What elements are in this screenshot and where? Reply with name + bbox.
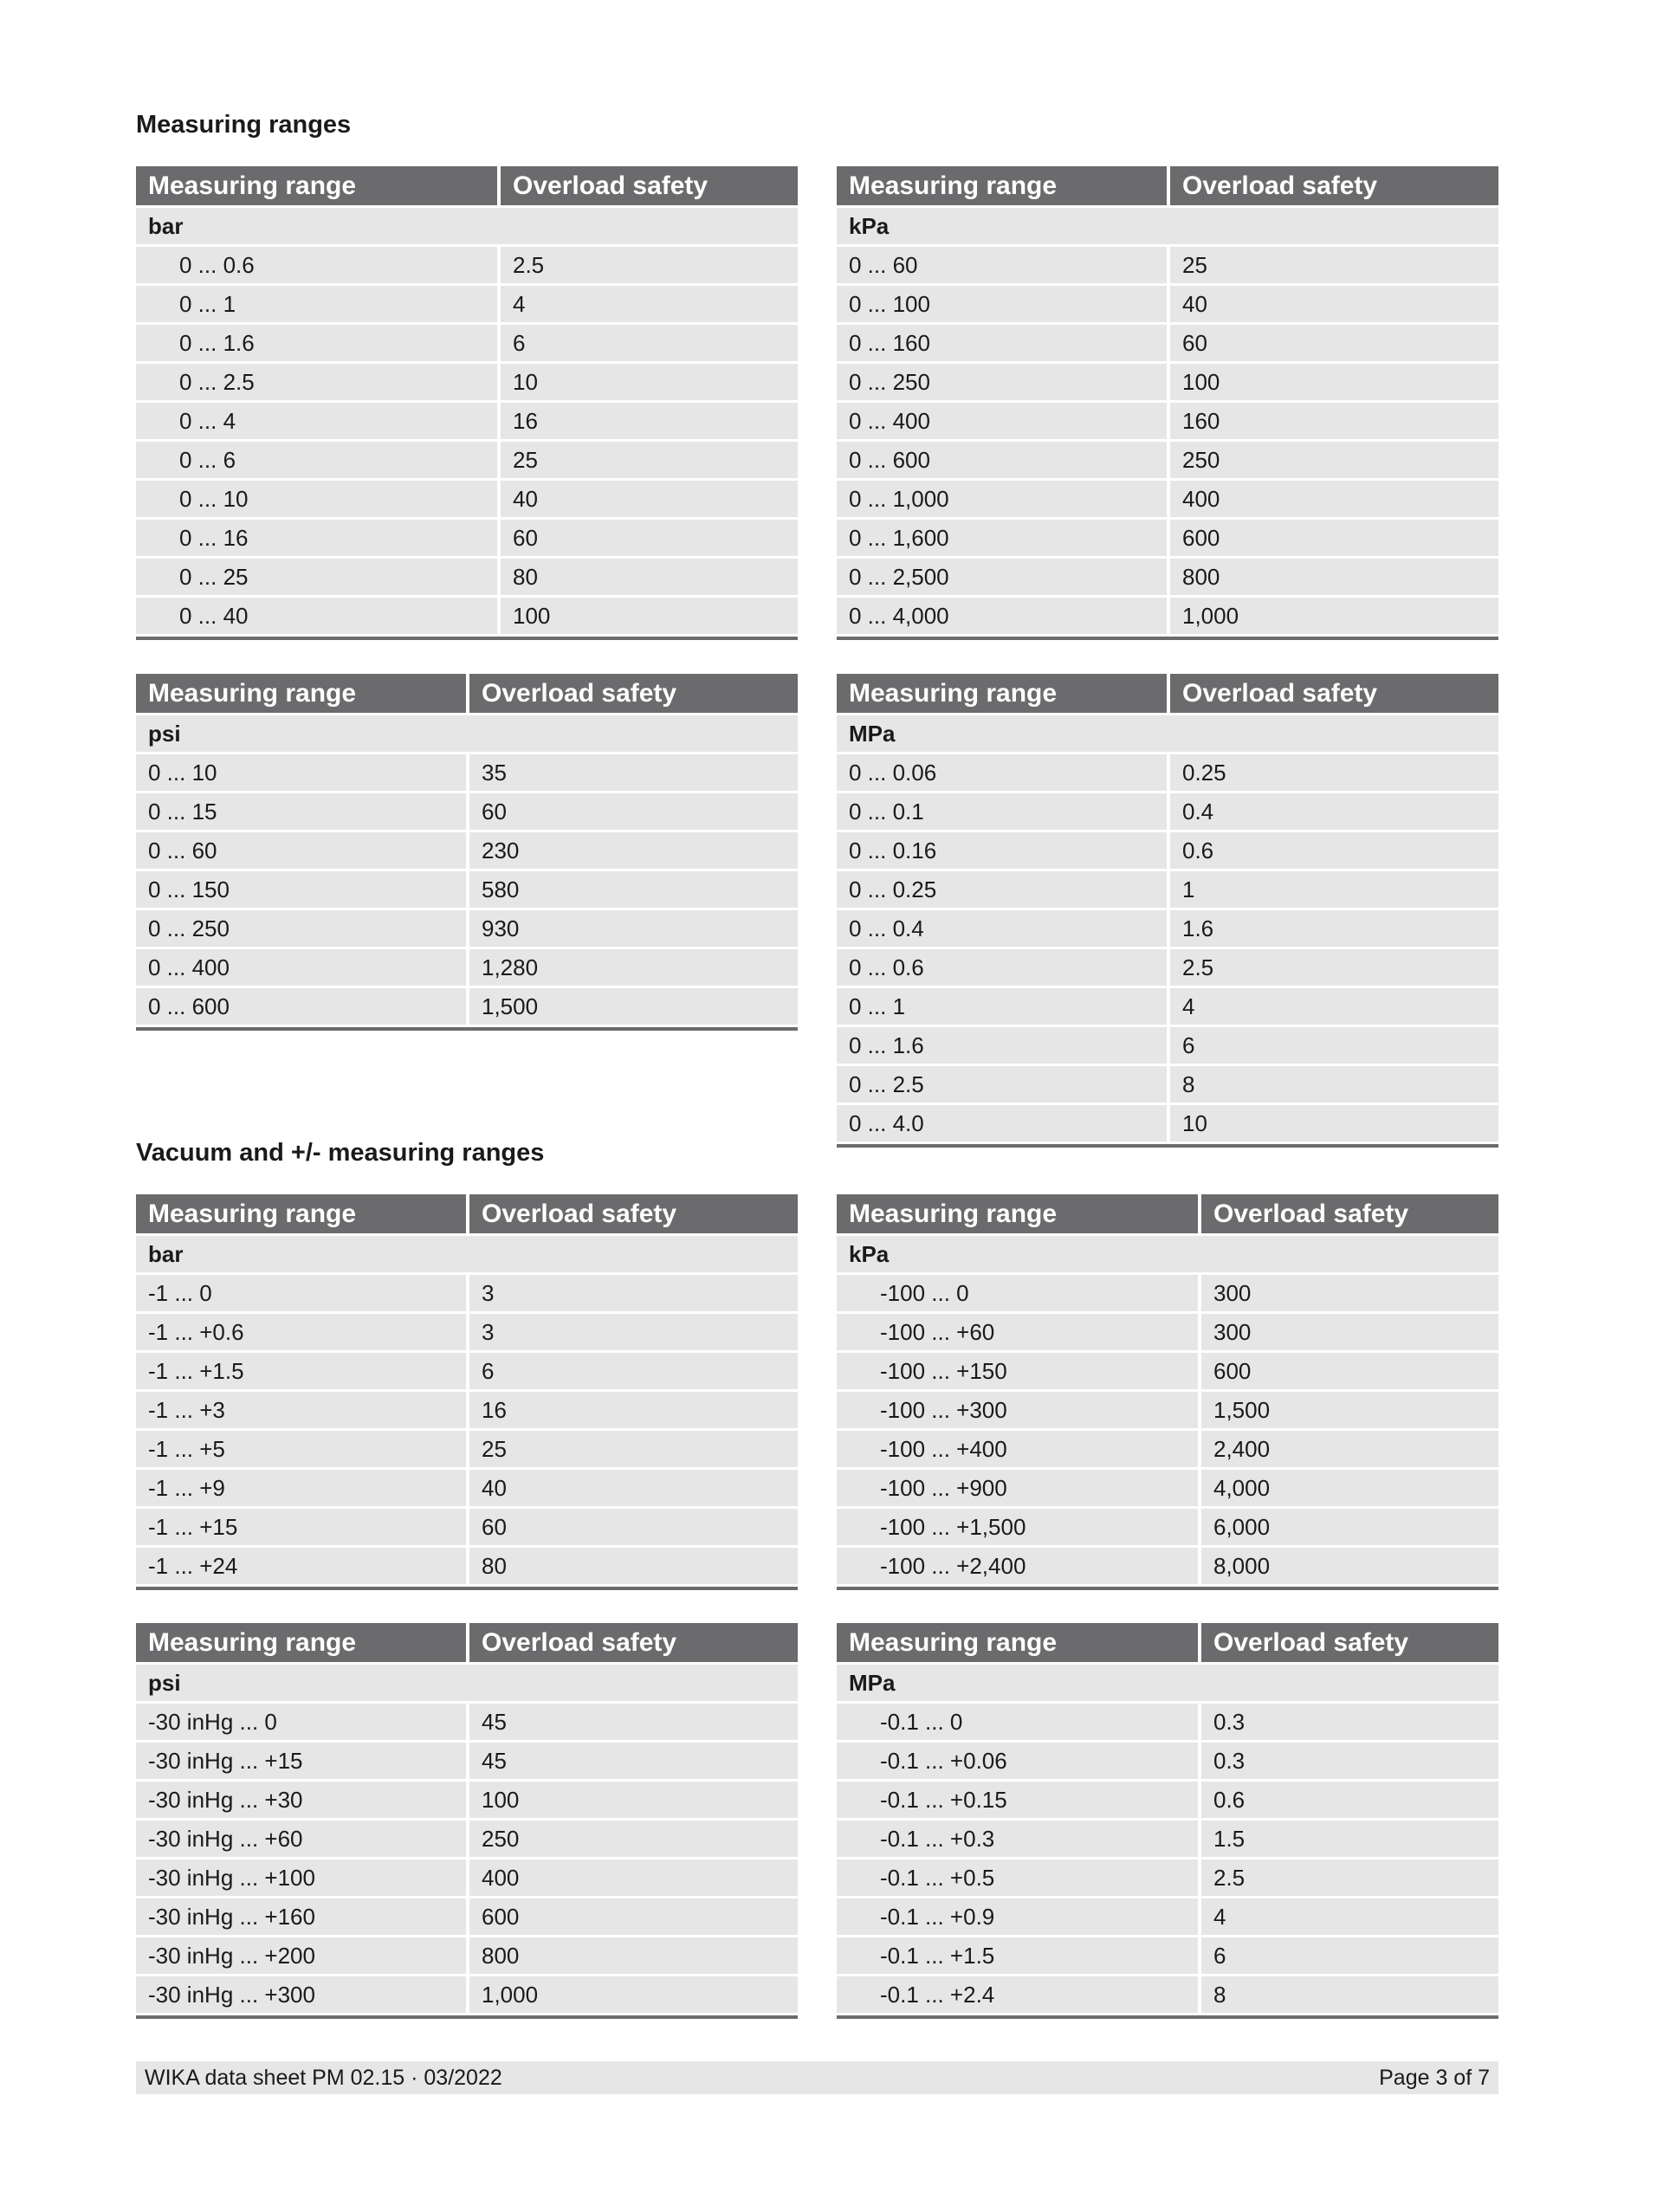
overload-safety-cell: 2,400 bbox=[1201, 1431, 1498, 1467]
overload-safety-cell: 800 bbox=[1170, 559, 1498, 595]
column-header-overload-safety: Overload safety bbox=[1201, 1623, 1498, 1662]
column-header-overload-safety: Overload safety bbox=[1201, 1194, 1498, 1233]
overload-safety-cell: 6 bbox=[1170, 1027, 1498, 1064]
measuring-range-cell: 0 ... 4,000 bbox=[837, 598, 1170, 634]
table-row bbox=[837, 988, 1498, 1025]
table-row bbox=[837, 949, 1498, 986]
table-row bbox=[837, 364, 1498, 400]
measuring-range-cell: 0 ... 0.06 bbox=[837, 754, 1170, 791]
overload-safety-cell: 0.6 bbox=[1201, 1782, 1498, 1818]
overload-safety-cell: 6,000 bbox=[1201, 1509, 1498, 1545]
table-row bbox=[837, 1937, 1498, 1974]
measuring-range-cell: -30 inHg ... +60 bbox=[136, 1821, 469, 1857]
column-header-overload-safety: Overload safety bbox=[1170, 166, 1498, 205]
table-row bbox=[837, 832, 1498, 869]
column-header-measuring-range: Measuring range bbox=[136, 1194, 469, 1233]
table-header-row bbox=[136, 166, 798, 205]
table-row bbox=[136, 1937, 798, 1974]
table-row bbox=[136, 1314, 798, 1350]
table-header-row bbox=[136, 674, 798, 713]
column-header-measuring-range: Measuring range bbox=[136, 674, 469, 713]
table-row bbox=[136, 559, 798, 595]
measuring-range-cell: -0.1 ... 0 bbox=[837, 1704, 1201, 1740]
overload-safety-cell: 1,280 bbox=[469, 949, 798, 986]
measuring-range-cell: 0 ... 25 bbox=[136, 559, 501, 595]
overload-safety-cell: 60 bbox=[501, 520, 798, 556]
measuring-range-cell: -100 ... +1,500 bbox=[837, 1509, 1201, 1545]
measuring-range-cell: 0 ... 400 bbox=[837, 403, 1170, 439]
table-header-row bbox=[837, 674, 1498, 713]
unit-row bbox=[136, 208, 798, 244]
overload-safety-cell: 6 bbox=[501, 325, 798, 361]
table-mpa-ranges bbox=[837, 671, 1498, 1148]
table-row bbox=[837, 1509, 1498, 1545]
column-header-overload-safety: Overload safety bbox=[1170, 674, 1498, 713]
measuring-range-cell: -1 ... +3 bbox=[136, 1392, 469, 1428]
overload-safety-cell: 45 bbox=[469, 1743, 798, 1779]
measuring-range-cell: 0 ... 0.4 bbox=[837, 910, 1170, 947]
measuring-range-cell: 0 ... 0.6 bbox=[837, 949, 1170, 986]
measuring-range-cell: -30 inHg ... +100 bbox=[136, 1860, 469, 1896]
table-row bbox=[837, 1275, 1498, 1311]
measuring-range-cell: 0 ... 2.5 bbox=[136, 364, 501, 400]
overload-safety-cell: 16 bbox=[501, 403, 798, 439]
overload-safety-cell: 800 bbox=[469, 1937, 798, 1974]
overload-safety-cell: 160 bbox=[1170, 403, 1498, 439]
measuring-range-cell: 0 ... 1,600 bbox=[837, 520, 1170, 556]
column-header-overload-safety: Overload safety bbox=[469, 674, 798, 713]
table-row bbox=[837, 1066, 1498, 1103]
table-row bbox=[837, 1976, 1498, 2013]
unit-label: bar bbox=[136, 1236, 798, 1272]
table-row bbox=[837, 247, 1498, 283]
measuring-range-cell: 0 ... 600 bbox=[837, 442, 1170, 478]
unit-label: psi bbox=[136, 1665, 798, 1701]
overload-safety-cell: 1 bbox=[1170, 871, 1498, 908]
overload-safety-cell: 300 bbox=[1201, 1275, 1498, 1311]
overload-safety-cell: 100 bbox=[469, 1782, 798, 1818]
table-row bbox=[837, 1704, 1498, 1740]
table-row bbox=[837, 1314, 1498, 1350]
column-header-measuring-range: Measuring range bbox=[837, 166, 1170, 205]
unit-row bbox=[136, 1665, 798, 1701]
table-row bbox=[837, 1548, 1498, 1584]
overload-safety-cell: 0.3 bbox=[1201, 1704, 1498, 1740]
measuring-range-cell: -0.1 ... +0.5 bbox=[837, 1860, 1201, 1896]
table-row bbox=[136, 1898, 798, 1935]
table-row bbox=[136, 1392, 798, 1428]
table-row bbox=[837, 1470, 1498, 1506]
overload-safety-cell: 600 bbox=[1201, 1353, 1498, 1389]
overload-safety-cell: 8 bbox=[1201, 1976, 1498, 2013]
measuring-range-cell: -100 ... 0 bbox=[837, 1275, 1201, 1311]
unit-label: MPa bbox=[837, 715, 1498, 752]
measuring-range-cell: 0 ... 150 bbox=[136, 871, 469, 908]
measuring-range-cell: -30 inHg ... +300 bbox=[136, 1976, 469, 2013]
measuring-range-cell: -30 inHg ... +200 bbox=[136, 1937, 469, 1974]
unit-row bbox=[837, 208, 1498, 244]
unit-row bbox=[136, 1236, 798, 1272]
overload-safety-cell: 25 bbox=[1170, 247, 1498, 283]
section-title-vacuum-ranges: Vacuum and +/- measuring ranges bbox=[136, 1139, 545, 1167]
measuring-range-cell: -0.1 ... +0.06 bbox=[837, 1743, 1201, 1779]
overload-safety-cell: 100 bbox=[1170, 364, 1498, 400]
measuring-range-cell: 0 ... 4 bbox=[136, 403, 501, 439]
overload-safety-cell: 2.5 bbox=[1201, 1860, 1498, 1896]
measuring-range-cell: -1 ... +9 bbox=[136, 1470, 469, 1506]
table-row bbox=[136, 1704, 798, 1740]
overload-safety-cell: 930 bbox=[469, 910, 798, 947]
overload-safety-cell: 2.5 bbox=[501, 247, 798, 283]
table-row bbox=[837, 1782, 1498, 1818]
table-row bbox=[837, 1860, 1498, 1896]
column-header-overload-safety: Overload safety bbox=[469, 1623, 798, 1662]
table-row bbox=[136, 1509, 798, 1545]
measuring-range-cell: 0 ... 250 bbox=[837, 364, 1170, 400]
table-row bbox=[837, 403, 1498, 439]
table-psi-ranges bbox=[136, 671, 798, 1031]
measuring-range-cell: 0 ... 0.16 bbox=[837, 832, 1170, 869]
measuring-range-cell: 0 ... 60 bbox=[837, 247, 1170, 283]
measuring-range-cell: 0 ... 2.5 bbox=[837, 1066, 1170, 1103]
table-row bbox=[136, 364, 798, 400]
table-row bbox=[837, 871, 1498, 908]
overload-safety-cell: 0.3 bbox=[1201, 1743, 1498, 1779]
footer-page-number: Page 3 of 7 bbox=[1379, 2065, 1490, 2090]
measuring-range-cell: -100 ... +300 bbox=[837, 1392, 1201, 1428]
overload-safety-cell: 100 bbox=[501, 598, 798, 634]
table-row bbox=[837, 910, 1498, 947]
table-header-row bbox=[136, 1194, 798, 1233]
measuring-range-cell: -0.1 ... +0.9 bbox=[837, 1898, 1201, 1935]
measuring-range-cell: 0 ... 15 bbox=[136, 793, 469, 830]
table-row bbox=[136, 910, 798, 947]
unit-label: bar bbox=[136, 208, 798, 244]
table-vacuum-mpa-ranges bbox=[837, 1620, 1498, 2019]
overload-safety-cell: 45 bbox=[469, 1704, 798, 1740]
table-row bbox=[837, 1743, 1498, 1779]
table-row bbox=[837, 1392, 1498, 1428]
overload-safety-cell: 10 bbox=[501, 364, 798, 400]
overload-safety-cell: 4 bbox=[1201, 1898, 1498, 1935]
section-title-measuring-ranges: Measuring ranges bbox=[136, 111, 352, 139]
overload-safety-cell: 10 bbox=[1170, 1105, 1498, 1142]
table-row bbox=[837, 1821, 1498, 1857]
measuring-range-cell: 0 ... 10 bbox=[136, 754, 469, 791]
measuring-range-cell: 0 ... 40 bbox=[136, 598, 501, 634]
overload-safety-cell: 8,000 bbox=[1201, 1548, 1498, 1584]
table-row bbox=[837, 1898, 1498, 1935]
table-bar-ranges bbox=[136, 164, 798, 640]
overload-safety-cell: 6 bbox=[1201, 1937, 1498, 1974]
overload-safety-cell: 40 bbox=[469, 1470, 798, 1506]
unit-label: MPa bbox=[837, 1665, 1498, 1701]
table-row bbox=[136, 754, 798, 791]
column-header-measuring-range: Measuring range bbox=[136, 166, 501, 205]
measuring-range-cell: -0.1 ... +0.15 bbox=[837, 1782, 1201, 1818]
overload-safety-cell: 250 bbox=[1170, 442, 1498, 478]
measuring-range-cell: 0 ... 100 bbox=[837, 286, 1170, 322]
table-row bbox=[136, 1275, 798, 1311]
table-row bbox=[837, 1353, 1498, 1389]
overload-safety-cell: 600 bbox=[1170, 520, 1498, 556]
table-header-row bbox=[837, 166, 1498, 205]
measuring-range-cell: -30 inHg ... +15 bbox=[136, 1743, 469, 1779]
measuring-range-cell: -100 ... +60 bbox=[837, 1314, 1201, 1350]
table-row bbox=[136, 598, 798, 634]
measuring-range-cell: -1 ... +0.6 bbox=[136, 1314, 469, 1350]
measuring-range-cell: -1 ... 0 bbox=[136, 1275, 469, 1311]
overload-safety-cell: 6 bbox=[469, 1353, 798, 1389]
overload-safety-cell: 2.5 bbox=[1170, 949, 1498, 986]
overload-safety-cell: 4 bbox=[501, 286, 798, 322]
table-row bbox=[136, 988, 798, 1025]
overload-safety-cell: 0.4 bbox=[1170, 793, 1498, 830]
table-row bbox=[136, 325, 798, 361]
table-row bbox=[136, 1821, 798, 1857]
unit-label: psi bbox=[136, 715, 798, 752]
overload-safety-cell: 35 bbox=[469, 754, 798, 791]
measuring-range-cell: -100 ... +2,400 bbox=[837, 1548, 1201, 1584]
measuring-range-cell: 0 ... 10 bbox=[136, 481, 501, 517]
overload-safety-cell: 60 bbox=[1170, 325, 1498, 361]
table-row bbox=[136, 520, 798, 556]
measuring-range-cell: -1 ... +1.5 bbox=[136, 1353, 469, 1389]
measuring-range-cell: 0 ... 60 bbox=[136, 832, 469, 869]
overload-safety-cell: 600 bbox=[469, 1898, 798, 1935]
table-row bbox=[136, 1860, 798, 1896]
measuring-range-cell: -1 ... +15 bbox=[136, 1509, 469, 1545]
table-row bbox=[136, 286, 798, 322]
overload-safety-cell: 25 bbox=[501, 442, 798, 478]
measuring-range-cell: 0 ... 2,500 bbox=[837, 559, 1170, 595]
unit-row bbox=[837, 1665, 1498, 1701]
overload-safety-cell: 80 bbox=[469, 1548, 798, 1584]
table-header-row bbox=[136, 1623, 798, 1662]
table-row bbox=[136, 403, 798, 439]
measuring-range-cell: 0 ... 0.25 bbox=[837, 871, 1170, 908]
overload-safety-cell: 3 bbox=[469, 1275, 798, 1311]
unit-label: kPa bbox=[837, 208, 1498, 244]
table-row bbox=[136, 1431, 798, 1467]
measuring-range-cell: -30 inHg ... +30 bbox=[136, 1782, 469, 1818]
overload-safety-cell: 400 bbox=[469, 1860, 798, 1896]
overload-safety-cell: 1,000 bbox=[469, 1976, 798, 2013]
overload-safety-cell: 8 bbox=[1170, 1066, 1498, 1103]
table-row bbox=[136, 1976, 798, 2013]
table-kpa-ranges bbox=[837, 164, 1498, 640]
table-row bbox=[837, 442, 1498, 478]
overload-safety-cell: 80 bbox=[501, 559, 798, 595]
table-row bbox=[136, 1470, 798, 1506]
column-header-measuring-range: Measuring range bbox=[837, 674, 1170, 713]
overload-safety-cell: 3 bbox=[469, 1314, 798, 1350]
measuring-range-cell: 0 ... 6 bbox=[136, 442, 501, 478]
overload-safety-cell: 1.5 bbox=[1201, 1821, 1498, 1857]
table-row bbox=[136, 442, 798, 478]
table-row bbox=[837, 559, 1498, 595]
measuring-range-cell: -0.1 ... +0.3 bbox=[837, 1821, 1201, 1857]
measuring-range-cell: -1 ... +24 bbox=[136, 1548, 469, 1584]
table-row bbox=[837, 1431, 1498, 1467]
table-vacuum-kpa-ranges bbox=[837, 1192, 1498, 1590]
measuring-range-cell: 0 ... 1 bbox=[837, 988, 1170, 1025]
table-row bbox=[837, 286, 1498, 322]
page-footer bbox=[136, 2061, 1498, 2094]
measuring-range-cell: -100 ... +900 bbox=[837, 1470, 1201, 1506]
table-row bbox=[136, 1782, 798, 1818]
table-row bbox=[837, 598, 1498, 634]
table-row bbox=[136, 1743, 798, 1779]
overload-safety-cell: 1.6 bbox=[1170, 910, 1498, 947]
measuring-range-cell: 0 ... 4.0 bbox=[837, 1105, 1170, 1142]
column-header-overload-safety: Overload safety bbox=[469, 1194, 798, 1233]
overload-safety-cell: 1,500 bbox=[469, 988, 798, 1025]
overload-safety-cell: 25 bbox=[469, 1431, 798, 1467]
overload-safety-cell: 1,000 bbox=[1170, 598, 1498, 634]
overload-safety-cell: 0.6 bbox=[1170, 832, 1498, 869]
overload-safety-cell: 4,000 bbox=[1201, 1470, 1498, 1506]
measuring-range-cell: 0 ... 0.6 bbox=[136, 247, 501, 283]
measuring-range-cell: -1 ... +5 bbox=[136, 1431, 469, 1467]
table-row bbox=[837, 793, 1498, 830]
table-row bbox=[136, 832, 798, 869]
column-header-overload-safety: Overload safety bbox=[501, 166, 798, 205]
table-row bbox=[837, 1105, 1498, 1142]
measuring-range-cell: 0 ... 1.6 bbox=[837, 1027, 1170, 1064]
measuring-range-cell: -0.1 ... +1.5 bbox=[837, 1937, 1201, 1974]
measuring-range-cell: 0 ... 400 bbox=[136, 949, 469, 986]
table-row bbox=[136, 1548, 798, 1584]
overload-safety-cell: 16 bbox=[469, 1392, 798, 1428]
column-header-measuring-range: Measuring range bbox=[837, 1623, 1201, 1662]
table-row bbox=[837, 520, 1498, 556]
unit-row bbox=[837, 1236, 1498, 1272]
measuring-range-cell: 0 ... 160 bbox=[837, 325, 1170, 361]
measuring-range-cell: -0.1 ... +2.4 bbox=[837, 1976, 1201, 2013]
overload-safety-cell: 40 bbox=[1170, 286, 1498, 322]
table-vacuum-psi-ranges bbox=[136, 1620, 798, 2019]
measuring-range-cell: 0 ... 1 bbox=[136, 286, 501, 322]
table-row bbox=[136, 871, 798, 908]
table-row bbox=[136, 247, 798, 283]
table-row bbox=[837, 1027, 1498, 1064]
measuring-range-cell: 0 ... 600 bbox=[136, 988, 469, 1025]
overload-safety-cell: 0.25 bbox=[1170, 754, 1498, 791]
table-vacuum-bar-ranges bbox=[136, 1192, 798, 1590]
column-header-measuring-range: Measuring range bbox=[136, 1623, 469, 1662]
measuring-range-cell: 0 ... 250 bbox=[136, 910, 469, 947]
overload-safety-cell: 40 bbox=[501, 481, 798, 517]
footer-document-info: WIKA data sheet PM 02.15 · 03/2022 bbox=[145, 2065, 502, 2090]
table-row bbox=[136, 949, 798, 986]
column-header-measuring-range: Measuring range bbox=[837, 1194, 1201, 1233]
measuring-range-cell: -100 ... +400 bbox=[837, 1431, 1201, 1467]
measuring-range-cell: -30 inHg ... +160 bbox=[136, 1898, 469, 1935]
unit-row bbox=[837, 715, 1498, 752]
table-header-row bbox=[837, 1623, 1498, 1662]
overload-safety-cell: 4 bbox=[1170, 988, 1498, 1025]
measuring-range-cell: 0 ... 1.6 bbox=[136, 325, 501, 361]
overload-safety-cell: 1,500 bbox=[1201, 1392, 1498, 1428]
overload-safety-cell: 250 bbox=[469, 1821, 798, 1857]
measuring-range-cell: -30 inHg ... 0 bbox=[136, 1704, 469, 1740]
measuring-range-cell: 0 ... 1,000 bbox=[837, 481, 1170, 517]
table-row bbox=[837, 481, 1498, 517]
table-row bbox=[136, 1353, 798, 1389]
overload-safety-cell: 300 bbox=[1201, 1314, 1498, 1350]
measuring-range-cell: -100 ... +150 bbox=[837, 1353, 1201, 1389]
overload-safety-cell: 230 bbox=[469, 832, 798, 869]
table-row bbox=[837, 325, 1498, 361]
table-row bbox=[136, 481, 798, 517]
overload-safety-cell: 60 bbox=[469, 793, 798, 830]
overload-safety-cell: 400 bbox=[1170, 481, 1498, 517]
unit-label: kPa bbox=[837, 1236, 1498, 1272]
measuring-range-cell: 0 ... 16 bbox=[136, 520, 501, 556]
overload-safety-cell: 580 bbox=[469, 871, 798, 908]
measuring-range-cell: 0 ... 0.1 bbox=[837, 793, 1170, 830]
table-header-row bbox=[837, 1194, 1498, 1233]
table-row bbox=[837, 754, 1498, 791]
table-row bbox=[136, 793, 798, 830]
unit-row bbox=[136, 715, 798, 752]
overload-safety-cell: 60 bbox=[469, 1509, 798, 1545]
